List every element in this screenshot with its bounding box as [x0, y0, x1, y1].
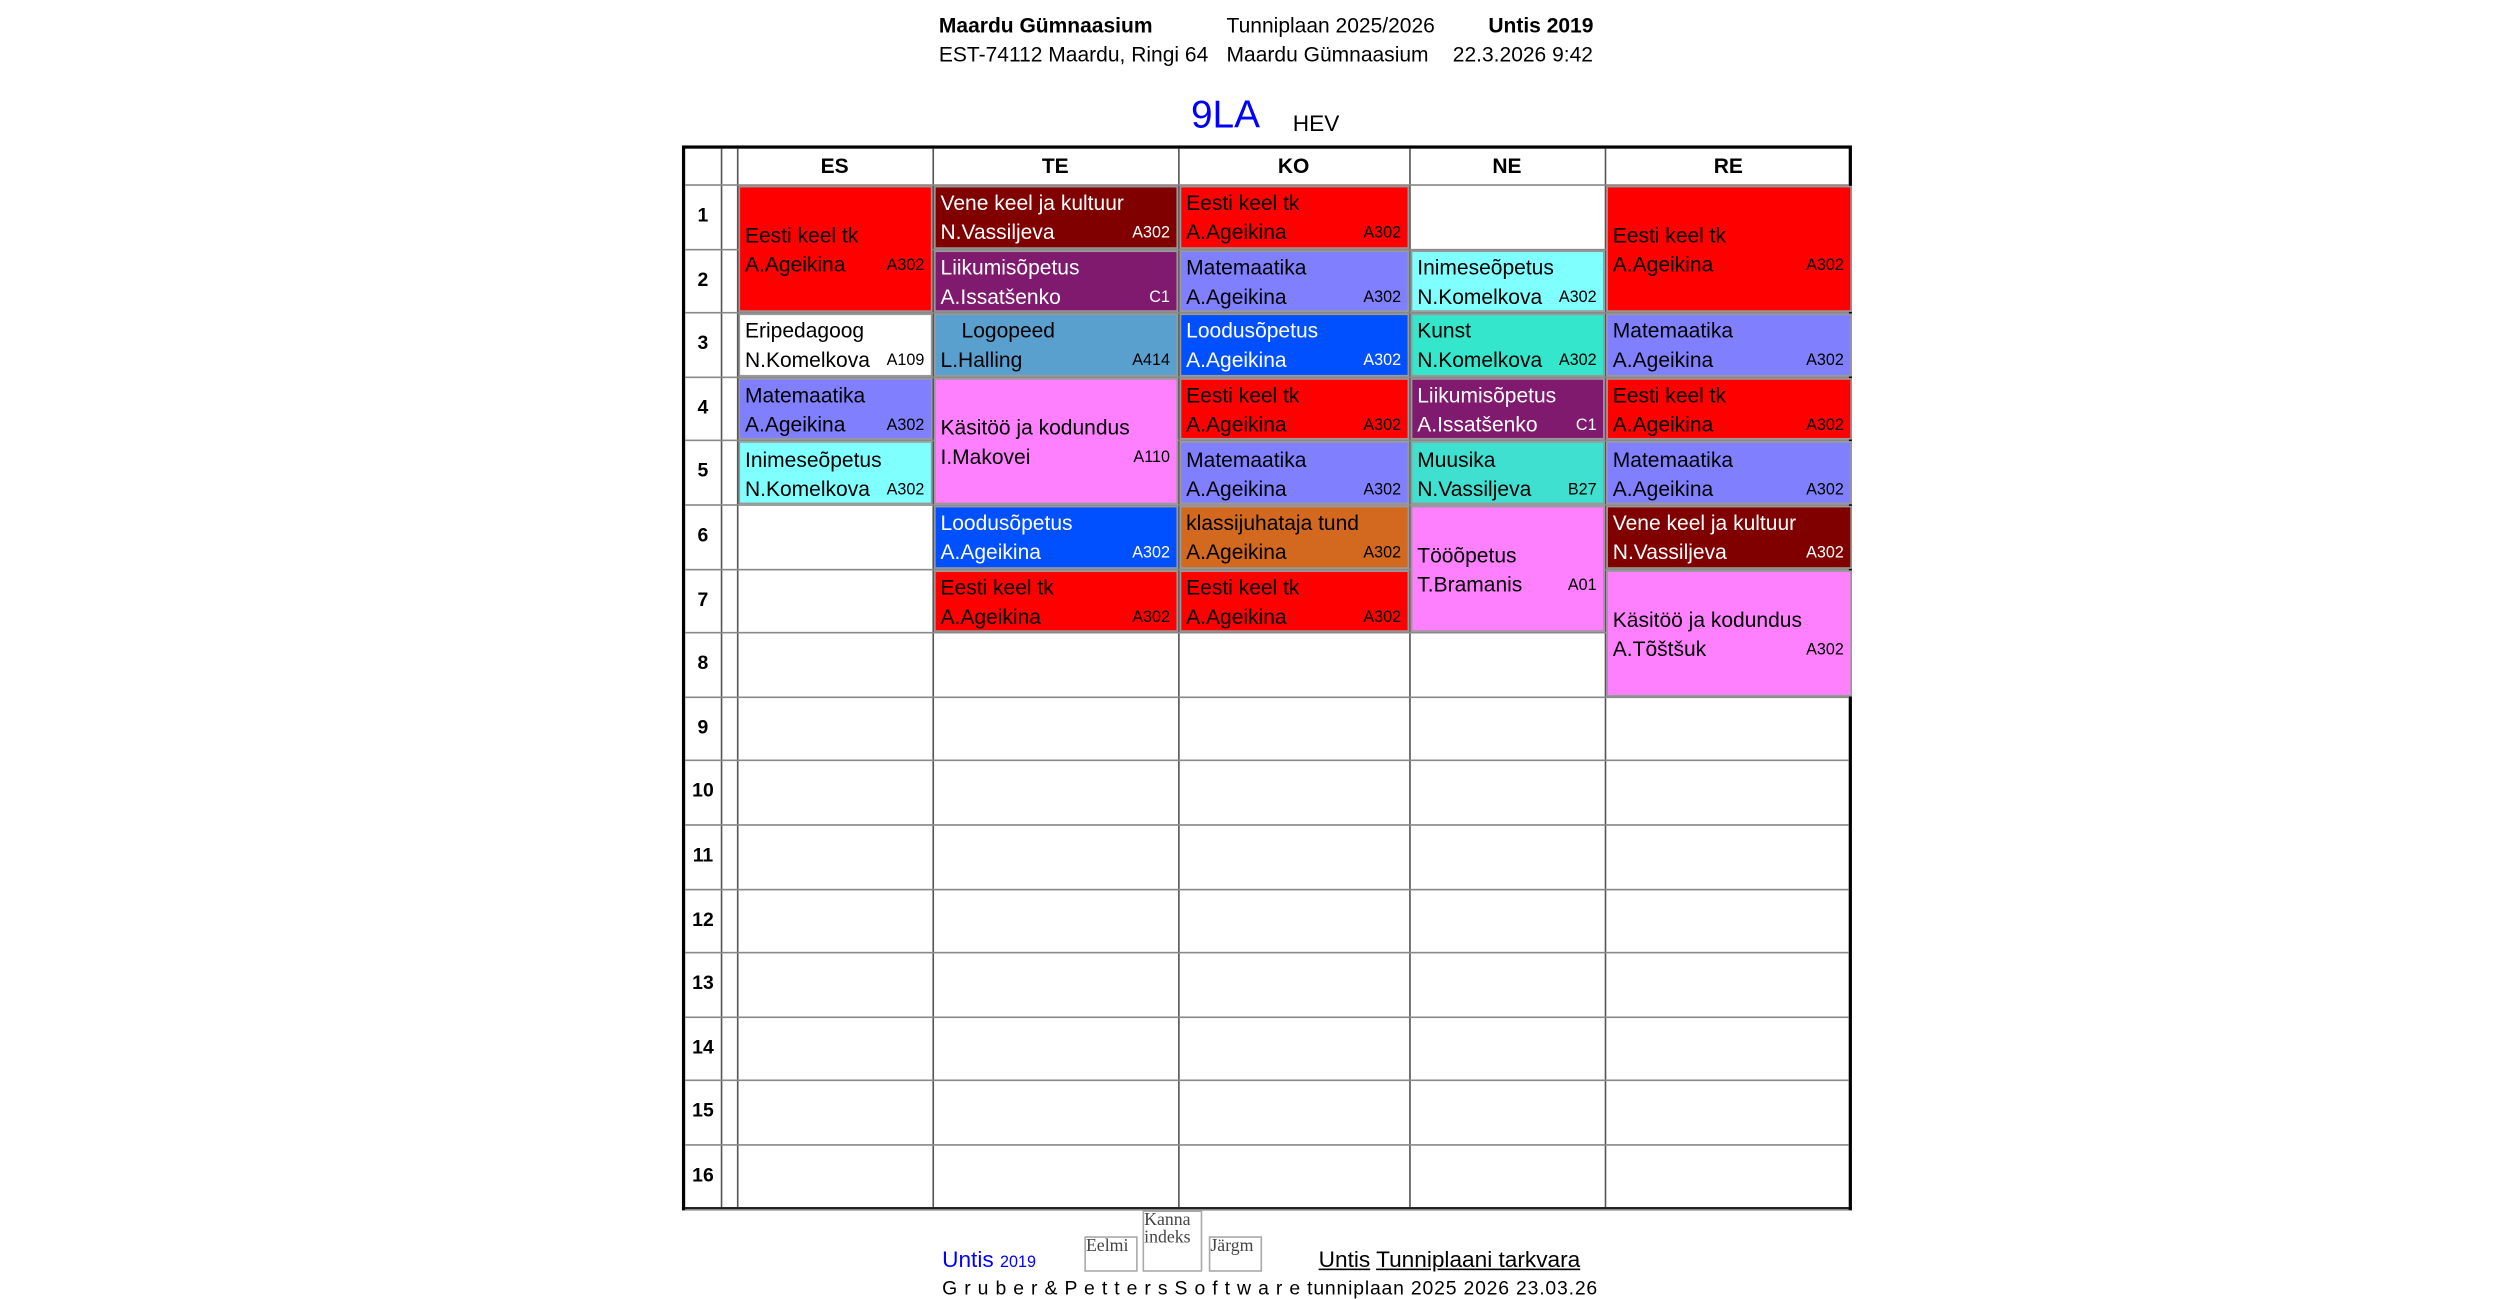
lesson-cell[interactable] [934, 186, 1178, 248]
lesson-teacher: A.Ageikina [744, 252, 846, 277]
lesson-teacher: A.Ageikina [1612, 412, 1714, 437]
lesson-cell[interactable] [934, 506, 1178, 568]
lesson-teacher: A.Ageikina [1186, 220, 1287, 245]
lesson-teacher: A.Ageikina [1186, 284, 1287, 309]
lesson-cell[interactable] [1180, 378, 1409, 440]
plan-school: Maardu Gümnaasium [1226, 42, 1429, 67]
index-page-icon[interactable]: Kanna indeks [1143, 1210, 1203, 1271]
lesson-room: A302 [1363, 609, 1402, 627]
lesson-subject: Muusika [1417, 447, 1496, 472]
lesson-subject: Loodusõpetus [940, 511, 1073, 536]
lesson-cell[interactable] [1180, 442, 1409, 504]
lesson-room: A302 [1363, 417, 1402, 435]
lesson-cell[interactable] [934, 378, 1178, 504]
lesson-room: A302 [1132, 545, 1170, 563]
lesson-cell[interactable] [1606, 314, 1852, 376]
lesson-room: A414 [1132, 353, 1170, 371]
lesson-room: A109 [886, 353, 925, 371]
lesson-cell[interactable] [1606, 506, 1852, 568]
grid-hline [685, 1080, 1849, 1082]
lesson-room: A302 [1363, 225, 1402, 243]
lesson-cell[interactable] [1180, 570, 1409, 632]
lesson-teacher: A.Ageikina [744, 412, 846, 437]
lesson-subject: Matemaatika [744, 383, 866, 408]
lesson-teacher: A.Issatšenko [1417, 412, 1538, 437]
lesson-cell[interactable] [739, 378, 933, 440]
lesson-teacher: A.Ageikina [940, 604, 1041, 629]
lesson-cell[interactable] [934, 250, 1178, 312]
footer-untis-logo [942, 1246, 1036, 1272]
grid-hline [685, 1144, 1849, 1146]
company-name: G r u b e r & P e t t e r s S o f t w a r e [942, 1276, 1301, 1299]
lesson-room: A302 [1558, 353, 1597, 371]
lesson-room: A302 [1363, 353, 1402, 371]
lesson-cell[interactable] [1411, 442, 1605, 504]
lesson-subject: Eesti keel tk [1186, 575, 1300, 600]
footer-links [1319, 1246, 1581, 1272]
next-page-icon[interactable]: Järgm [1209, 1236, 1262, 1272]
lesson-subject: Kunst [1417, 319, 1471, 344]
day-header: TE [1041, 153, 1069, 178]
lesson-teacher: A.Ageikina [1612, 252, 1714, 277]
lesson-room: A110 [1133, 449, 1170, 467]
lesson-teacher: N.Komelkova [744, 476, 870, 501]
lesson-room: A01 [1567, 577, 1597, 595]
grid-hline [685, 1016, 1849, 1018]
period-number: 13 [692, 971, 714, 995]
lesson-room: A302 [1806, 545, 1844, 563]
lesson-subject: Käsitöö ja kodundus [940, 415, 1130, 440]
lesson-room: A302 [1806, 353, 1844, 371]
period-number: 9 [697, 715, 709, 739]
period-number: 3 [697, 331, 709, 355]
lesson-subject: Matemaatika [1186, 447, 1307, 472]
plan-title: Tunniplaan 2025/2026 [1226, 12, 1435, 38]
lesson-subject: Matemaatika [1186, 255, 1307, 280]
lesson-cell[interactable] [1180, 506, 1409, 568]
lesson-teacher: A.Issatšenko [940, 284, 1061, 309]
lesson-subject: Vene keel ja kultuur [1612, 511, 1797, 536]
lesson-cell[interactable] [1606, 186, 1852, 312]
lesson-teacher: A.Tõštšuk [1612, 636, 1707, 661]
period-number: 4 [697, 395, 709, 419]
lesson-room: A302 [1806, 481, 1844, 499]
period-number: 7 [697, 587, 709, 611]
lesson-cell[interactable] [934, 570, 1178, 632]
lesson-room: A302 [1806, 257, 1844, 275]
lesson-teacher: N.Komelkova [744, 348, 870, 373]
lesson-teacher: A.Ageikina [1186, 348, 1287, 373]
lesson-cell[interactable] [739, 186, 933, 312]
day-header: RE [1713, 153, 1743, 178]
grid-vline [721, 149, 723, 1207]
lesson-subject: Eesti keel tk [940, 575, 1054, 600]
period-number: 2 [697, 267, 709, 291]
lesson-teacher: A.Ageikina [1186, 412, 1287, 437]
lesson-subject: Eesti keel tk [1186, 383, 1300, 408]
software-link[interactable]: Tunniplaani tarkvara [1376, 1245, 1581, 1272]
lesson-cell[interactable] [1411, 250, 1605, 312]
lesson-teacher: A.Ageikina [1186, 476, 1287, 501]
day-header: NE [1492, 153, 1522, 178]
lesson-cell[interactable] [739, 442, 933, 504]
lesson-subject: Eesti keel tk [1612, 383, 1727, 408]
lesson-subject: Loodusõpetus [1186, 319, 1319, 344]
software-version: Untis 2019 [1488, 12, 1594, 38]
lesson-subject: Inimeseõpetus [744, 447, 882, 472]
class-note: HEV [1292, 109, 1340, 136]
period-number: 10 [692, 779, 714, 803]
class-name: 9LA [1190, 93, 1261, 138]
lesson-room: A302 [1132, 609, 1170, 627]
lesson-subject: Käsitöö ja kodundus [1612, 607, 1802, 632]
lesson-teacher: A.Ageikina [940, 540, 1041, 565]
period-number: 1 [697, 203, 709, 227]
lesson-subject: Eesti keel tk [744, 223, 859, 248]
period-number: 16 [692, 1163, 714, 1187]
grid-hline [685, 888, 1849, 890]
footer-untis-year: 2019 [999, 1254, 1036, 1272]
day-header: KO [1277, 153, 1310, 178]
lesson-cell[interactable] [1411, 314, 1605, 376]
grid-hline [685, 1208, 1849, 1210]
timetable-grid [682, 145, 1852, 1210]
period-number: 5 [697, 459, 709, 483]
lesson-room: A302 [1363, 545, 1402, 563]
lesson-subject: Liikumisõpetus [1417, 383, 1557, 408]
lesson-subject: Eesti keel tk [1612, 223, 1727, 248]
lesson-teacher: A.Ageikina [1186, 540, 1287, 565]
lesson-teacher: L.Halling [940, 348, 1023, 373]
footer-company [942, 1277, 1598, 1299]
export-info: tunniplaan 2025 2026 23.03.26 [1307, 1276, 1599, 1299]
lesson-cell[interactable] [1606, 570, 1852, 696]
period-number: 14 [692, 1035, 714, 1059]
lesson-cell[interactable] [1606, 378, 1852, 440]
lesson-room: A302 [1363, 481, 1402, 499]
lesson-subject: Matemaatika [1612, 319, 1734, 344]
lesson-teacher: A.Ageikina [1186, 604, 1287, 629]
lesson-subject: Inimeseõpetus [1417, 255, 1554, 280]
lesson-room: A302 [1363, 289, 1402, 307]
lesson-teacher: I.Makovei [940, 444, 1031, 469]
lesson-cell[interactable] [1180, 250, 1409, 312]
lesson-room: A302 [1558, 289, 1597, 307]
lesson-cell[interactable] [1411, 378, 1605, 440]
lesson-room: A302 [1806, 641, 1844, 659]
lesson-room: A302 [886, 257, 925, 275]
lesson-cell[interactable] [739, 314, 933, 376]
lesson-subject: Liikumisõpetus [940, 255, 1080, 280]
school-address: EST-74112 Maardu, Ringi 64 [938, 42, 1209, 67]
lesson-cell[interactable] [1180, 186, 1409, 248]
lesson-teacher: A.Ageikina [1612, 348, 1714, 373]
prev-page-icon[interactable]: Eelmi [1084, 1236, 1137, 1272]
lesson-room: A302 [1806, 417, 1844, 435]
lesson-teacher: N.Komelkova [1417, 284, 1543, 309]
footer-untis-label: Untis [942, 1245, 994, 1272]
lesson-teacher: N.Vassiljeva [1417, 476, 1532, 501]
period-number: 12 [692, 907, 714, 931]
lesson-subject: Tööõpetus [1417, 543, 1517, 568]
lesson-teacher: A.Ageikina [1612, 476, 1714, 501]
lesson-room: A302 [886, 481, 925, 499]
lesson-room: C1 [1149, 289, 1170, 307]
print-datetime: 22.3.2026 9:42 [1452, 42, 1593, 67]
period-number: 8 [697, 651, 709, 675]
lesson-subject: Logopeed [961, 319, 1055, 344]
grid-hline [685, 952, 1849, 954]
untis-link[interactable]: Untis [1318, 1245, 1371, 1272]
lesson-subject: Vene keel ja kultuur [940, 191, 1124, 216]
lesson-cell[interactable] [1411, 506, 1605, 632]
lesson-teacher: T.Bramanis [1417, 572, 1523, 597]
lesson-cell[interactable] [1606, 442, 1852, 504]
day-header: ES [820, 153, 849, 178]
lesson-subject: Eripedagoog [744, 319, 865, 344]
lesson-teacher: N.Vassiljeva [1612, 540, 1727, 565]
lesson-teacher: N.Vassiljeva [940, 220, 1055, 245]
lesson-room: C1 [1575, 417, 1597, 435]
lesson-room: B27 [1567, 481, 1597, 499]
lesson-cell[interactable] [1180, 314, 1409, 376]
grid-hline [685, 824, 1849, 826]
lesson-subject: klassijuhataja tund [1186, 511, 1360, 536]
period-number: 11 [692, 843, 714, 867]
lesson-subject: Matemaatika [1612, 447, 1734, 472]
period-number: 15 [692, 1099, 714, 1123]
lesson-room: A302 [1132, 225, 1170, 243]
lesson-teacher: N.Komelkova [1417, 348, 1543, 373]
grid-hline [685, 696, 1849, 698]
period-number: 6 [697, 523, 709, 547]
grid-hline [685, 760, 1849, 762]
school-name: Maardu Gümnaasium [938, 12, 1153, 38]
lesson-subject: Eesti keel tk [1186, 191, 1300, 216]
lesson-room: A302 [886, 417, 925, 435]
lesson-cell[interactable] [934, 314, 1178, 376]
